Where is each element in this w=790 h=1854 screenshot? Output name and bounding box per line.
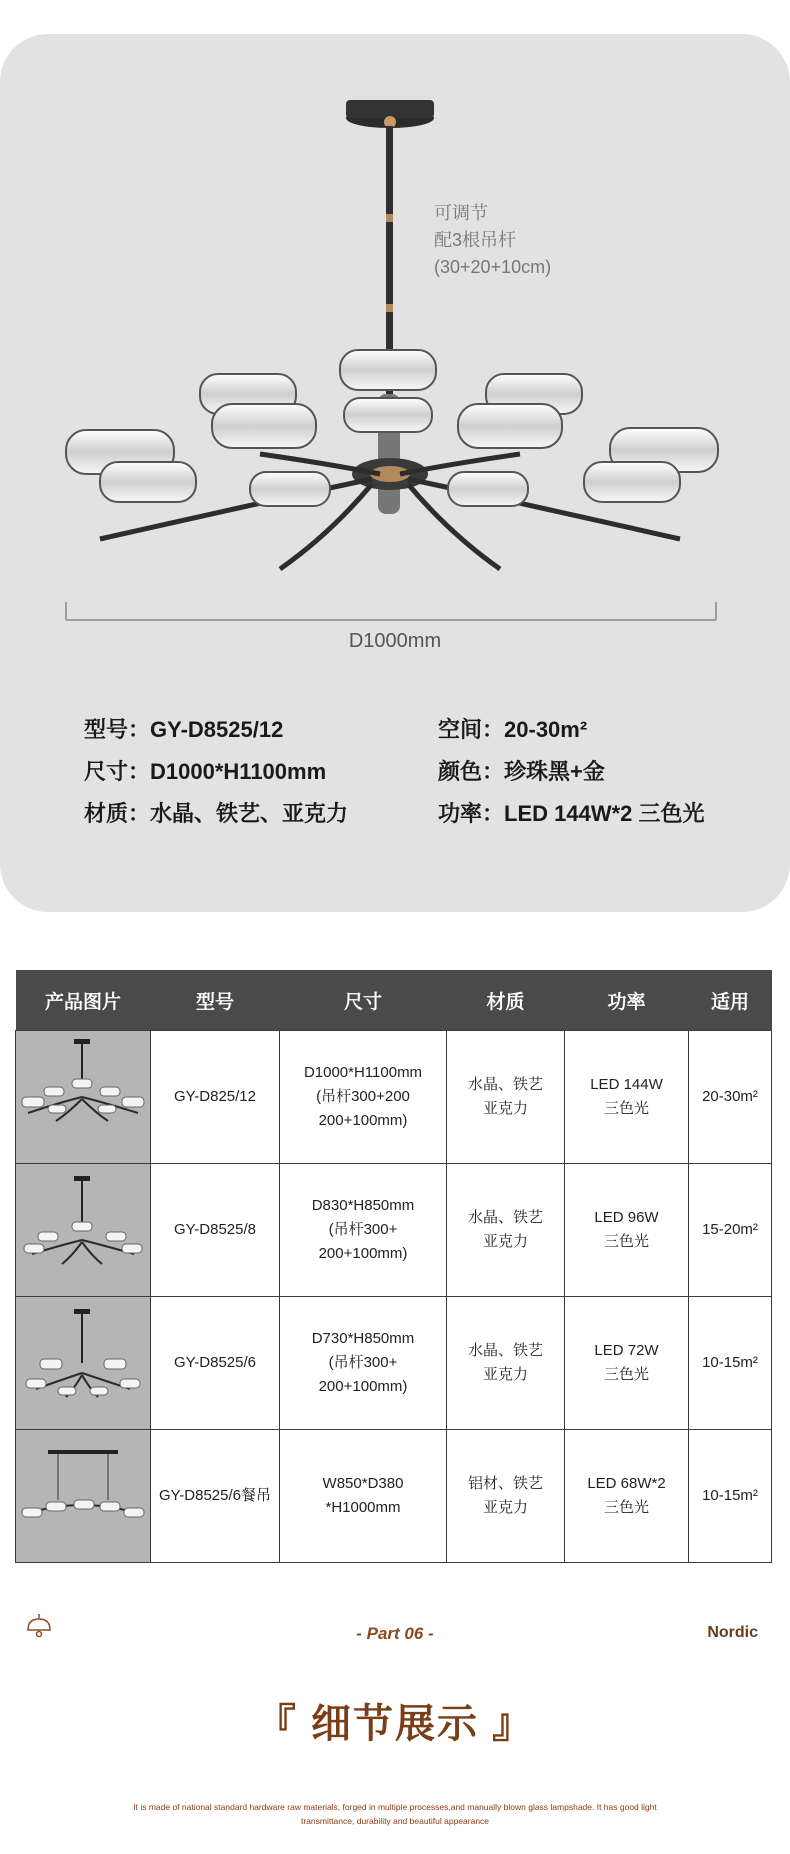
section-description: It is made of national standard hardware raw materials, forged in multiple processes,and manually blown glass lampshade. It has good light transmittance, durability and beautiful appearance	[133, 1802, 657, 1826]
cell-size	[280, 1430, 447, 1563]
cell-material	[447, 1031, 565, 1164]
table-row	[16, 1164, 772, 1297]
cell-area: 15-20m²	[689, 1164, 772, 1297]
cell-power	[565, 1297, 689, 1430]
text-line: W850*D380	[322, 1475, 404, 1492]
table-row	[16, 1430, 772, 1563]
product-thumbnail	[16, 1031, 151, 1164]
cell-model: GY-D8525/6餐吊	[151, 1430, 280, 1563]
text-line: 三色光	[603, 1366, 649, 1383]
spec-label: 材质：	[84, 801, 151, 826]
text-line: (吊杆300+	[328, 1221, 398, 1238]
diameter-label: D1000mm	[348, 630, 442, 652]
text-line: D730*H850mm	[311, 1330, 415, 1347]
chandelier-thumb	[18, 1031, 148, 1155]
spec-value: D1000*H1100mm	[150, 759, 327, 784]
part-label: - Part 06 -	[356, 1624, 434, 1643]
text-line: LED 68W*2	[587, 1475, 666, 1492]
header-power: 功率	[565, 970, 689, 1031]
text-line: 三色光	[603, 1100, 649, 1117]
spec-value: 20-30m²	[504, 717, 588, 742]
chandelier-thumb	[18, 1164, 148, 1288]
spec-value: GY-D8525/12	[150, 717, 284, 742]
header-size: 尺寸	[280, 970, 447, 1031]
text-line: 三色光	[603, 1233, 649, 1250]
text-line: D1000*H1100mm	[303, 1064, 423, 1081]
brand-label: Nordic	[707, 1624, 758, 1641]
spec-model	[84, 713, 283, 744]
header-image: 产品图片	[16, 970, 151, 1031]
text-line: (吊杆300+	[328, 1354, 398, 1371]
spec-size	[84, 755, 326, 786]
text-line: 200+100mm)	[318, 1378, 408, 1395]
product-thumbnail	[16, 1297, 151, 1430]
chandelier-image	[0, 34, 790, 674]
spec-value: 珍珠黑+金	[504, 759, 605, 784]
spec-value: LED 144W*2 三色光	[504, 801, 705, 826]
cell-material	[447, 1297, 565, 1430]
cell-size	[280, 1031, 447, 1164]
cell-material	[447, 1430, 565, 1563]
header-material: 材质	[447, 970, 565, 1031]
text-line: 亚克力	[482, 1100, 528, 1117]
cell-size	[280, 1297, 447, 1430]
note-line: 配3根吊杆	[434, 230, 517, 250]
cell-model: GY-D8525/6	[151, 1297, 280, 1430]
text-line: LED 72W	[594, 1342, 659, 1359]
cell-size	[280, 1164, 447, 1297]
cell-area: 20-30m²	[689, 1031, 772, 1164]
spec-power	[438, 797, 705, 828]
text-line: 亚克力	[482, 1366, 528, 1383]
text-line: *H1000mm	[325, 1499, 401, 1516]
cell-model: GY-D8525/8	[151, 1164, 280, 1297]
text-line: 水晶、铁艺	[467, 1076, 543, 1093]
product-thumbnail	[16, 1430, 151, 1563]
cell-model: GY-D825/12	[151, 1031, 280, 1164]
cell-power	[565, 1164, 689, 1297]
text-line: LED 96W	[594, 1209, 659, 1226]
spec-label: 颜色：	[438, 759, 505, 784]
text-line: 亚克力	[482, 1233, 528, 1250]
header-model: 型号	[151, 970, 280, 1031]
text-line: 水晶、铁艺	[467, 1342, 543, 1359]
spec-value: 水晶、铁艺、亚克力	[150, 801, 349, 826]
spec-color	[438, 755, 605, 786]
spec-material	[84, 797, 348, 828]
text-line: (吊杆300+200	[316, 1088, 410, 1105]
spec-space	[438, 713, 587, 744]
table-header	[16, 970, 772, 1031]
spec-label: 功率：	[438, 801, 505, 826]
section-title: 『 细节展示 』	[255, 1702, 535, 1746]
text-line: LED 144W	[590, 1076, 663, 1093]
cell-power	[565, 1031, 689, 1164]
cell-material	[447, 1164, 565, 1297]
spec-label: 尺寸：	[84, 759, 151, 784]
note-line: 可调节	[434, 203, 488, 223]
text-line: 200+100mm)	[318, 1112, 408, 1129]
note-line: (30+20+10cm)	[434, 257, 552, 277]
linear-chandelier-thumb	[18, 1430, 148, 1554]
product-table	[15, 970, 772, 1563]
text-line: 200+100mm)	[318, 1245, 408, 1262]
product-thumbnail	[16, 1164, 151, 1297]
cell-area: 10-15m²	[689, 1430, 772, 1563]
text-line: 三色光	[603, 1499, 649, 1516]
spec-label: 型号：	[84, 717, 151, 742]
text-line: 铝材、铁艺	[467, 1475, 543, 1492]
adjustable-rod-note	[434, 200, 551, 281]
header-area: 适用	[689, 970, 772, 1031]
table-row	[16, 1297, 772, 1430]
cell-area: 10-15m²	[689, 1297, 772, 1430]
cell-power	[565, 1430, 689, 1563]
spec-label: 空间：	[438, 717, 505, 742]
text-line: D830*H850mm	[311, 1197, 415, 1214]
text-line: 水晶、铁艺	[467, 1209, 543, 1226]
text-line: 亚克力	[482, 1499, 528, 1516]
table-row	[16, 1031, 772, 1164]
chandelier-thumb	[18, 1297, 148, 1421]
